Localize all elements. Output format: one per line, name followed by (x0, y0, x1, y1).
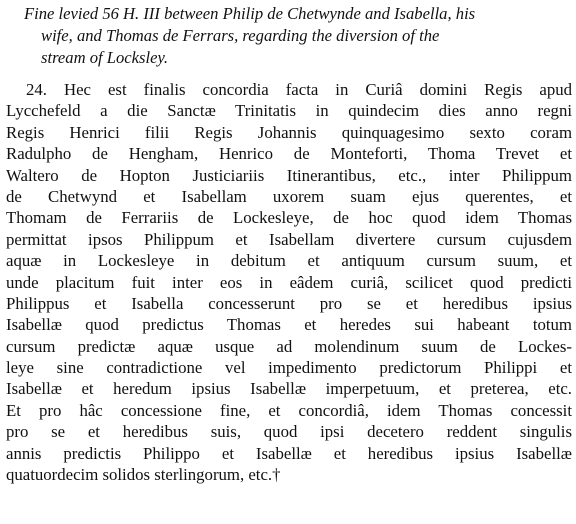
entry-line: Waltero de Hopton Justiciariis Itinerantibus, etc., inter Philippum (6, 165, 572, 185)
fine-heading (24, 3, 572, 69)
entry-line: aquæ in Lockesleye in debitum et antiquum cursum suum, et (6, 251, 572, 271)
entry-line: cursum predictæ aquæ usque ad molendinum suum de Lockes- (6, 336, 572, 356)
entry-line: Lycchefeld a die Sanctæ Trinitatis in quindecim dies anno regni (6, 101, 572, 121)
heading-line: Fine levied 56 H. III between Philip de Chetwynde and Isabella, his (24, 4, 476, 23)
entry-line: annis predictis Philippo et Isabellæ et heredibus ipsius Isabellæ (6, 443, 572, 463)
heading-line: wife, and Thomas de Ferrars, regarding the diversion of the (41, 26, 440, 45)
entry-line: Regis Henrici filii Regis Johannis quinquagesimo sexto coram (6, 122, 572, 142)
entry-line: Et pro hâc concessione fine, et concordiâ, idem Thomas concessit (6, 400, 572, 420)
entry-line: leye sine contradictione vel impedimento predictorum Philippi et (6, 358, 572, 378)
entry-line: Radulpho de Hengham, Henrico de Monteforti, Thoma Trevet et (6, 144, 572, 164)
entry-line: Isabellæ et heredum ipsius Isabellæ imperpetuum, et preterea, etc. (6, 379, 572, 399)
entry-line: Isabellæ quod predictus Thomas et heredes sui habeant totum (6, 315, 572, 335)
entry-line: unde placitum fuit inter eos in eâdem curiâ, scilicet quod predicti (6, 272, 572, 292)
entry-line: pro se et heredibus suis, quod ipsi decetero reddent singulis (6, 422, 572, 442)
heading-line: stream of Locksley. (41, 48, 169, 67)
entry-line: Thomam de Ferrariis de Lockesleye, de hoc quod idem Thomas (6, 208, 572, 228)
entry-line: permittat ipsos Philippum et Isabellam divertere cursum cujusdem (6, 229, 572, 249)
entry-line: 24. Hec est finalis concordia facta in Curiâ domini Regis apud (26, 80, 572, 99)
fine-entry-text (6, 79, 572, 485)
entry-line: Philippus et Isabella concesserunt pro se et heredibus ipsius (6, 293, 572, 313)
entry-line: quatuordecim solidos sterlingorum, etc.† (6, 465, 281, 485)
entry-line: de Chetwynd et Isabellam uxorem suam ejus querentes, et (6, 186, 572, 206)
